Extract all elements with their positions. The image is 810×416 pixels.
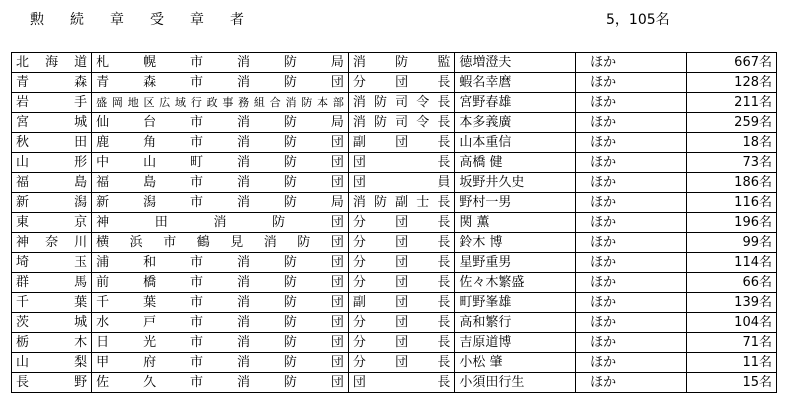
count-cell: 73名 — [686, 153, 776, 173]
name-cell: 坂野井久史 — [455, 173, 576, 193]
name-cell: 宮野春雄 — [455, 93, 576, 113]
table-row — [12, 73, 777, 93]
organization-cell: 佐久市消防団 — [92, 373, 349, 393]
table-row — [12, 193, 777, 213]
prefecture-cell: 山形 — [12, 153, 92, 173]
others-cell: ほか — [576, 133, 687, 153]
name-cell: 山本重信 — [455, 133, 576, 153]
table-row — [12, 313, 777, 333]
prefecture-cell: 東京 — [12, 213, 92, 233]
name-cell: 関 薫 — [455, 213, 576, 233]
count-cell: 66名 — [686, 273, 776, 293]
recipients-table — [11, 52, 777, 393]
count-cell: 667名 — [686, 53, 776, 73]
others-cell: ほか — [576, 353, 687, 373]
others-cell: ほか — [576, 153, 687, 173]
others-cell: ほか — [576, 53, 687, 73]
table-row — [12, 173, 777, 193]
others-cell: ほか — [576, 253, 687, 273]
name-cell: 星野重男 — [455, 253, 576, 273]
others-cell: ほか — [576, 113, 687, 133]
organization-cell: 横浜市鶴見消防団 — [92, 233, 349, 253]
count-cell: 114名 — [686, 253, 776, 273]
name-cell: 吉原道博 — [455, 333, 576, 353]
organization-cell: 新潟市消防局 — [92, 193, 349, 213]
name-cell: 佐々木繁盛 — [455, 273, 576, 293]
table-row — [12, 293, 777, 313]
table-row — [12, 353, 777, 373]
count-cell: 104名 — [686, 313, 776, 333]
prefecture-cell: 秋田 — [12, 133, 92, 153]
rank-cell: 分団長 — [348, 333, 455, 353]
name-cell: 鈴木 博 — [455, 233, 576, 253]
name-cell: 徳増澄夫 — [455, 53, 576, 73]
rank-cell: 分団長 — [348, 353, 455, 373]
count-cell: 11名 — [686, 353, 776, 373]
prefecture-cell: 茨城 — [12, 313, 92, 333]
others-cell: ほか — [576, 313, 687, 333]
prefecture-cell: 栃木 — [12, 333, 92, 353]
table-row — [12, 93, 777, 113]
count-cell: 128名 — [686, 73, 776, 93]
rank-cell: 消防副士長 — [348, 193, 455, 213]
organization-cell: 青森市消防団 — [92, 73, 349, 93]
rank-cell: 消防司令長 — [348, 113, 455, 133]
name-cell: 蝦名幸麿 — [455, 73, 576, 93]
prefecture-cell: 千葉 — [12, 293, 92, 313]
others-cell: ほか — [576, 193, 687, 213]
others-cell: ほか — [576, 93, 687, 113]
rank-cell: 消防司令長 — [348, 93, 455, 113]
rank-cell: 分団長 — [348, 253, 455, 273]
rank-cell: 副団長 — [348, 133, 455, 153]
others-cell: ほか — [576, 233, 687, 253]
name-cell: 高橋 健 — [455, 153, 576, 173]
table-row — [12, 213, 777, 233]
table-row — [12, 253, 777, 273]
count-cell: 99名 — [686, 233, 776, 253]
organization-cell: 前橋市消防団 — [92, 273, 349, 293]
name-cell: 町野峯雄 — [455, 293, 576, 313]
count-cell: 139名 — [686, 293, 776, 313]
organization-cell: 仙台市消防局 — [92, 113, 349, 133]
organization-cell: 甲府市消防団 — [92, 353, 349, 373]
name-cell: 高和繁行 — [455, 313, 576, 333]
others-cell: ほか — [576, 293, 687, 313]
count-cell: 116名 — [686, 193, 776, 213]
organization-cell: 中山町消防団 — [92, 153, 349, 173]
count-cell: 15名 — [686, 373, 776, 393]
prefecture-cell: 山梨 — [12, 353, 92, 373]
rank-cell: 分団長 — [348, 73, 455, 93]
prefecture-cell: 青森 — [12, 73, 92, 93]
rank-cell: 団員 — [348, 173, 455, 193]
count-cell: 71名 — [686, 333, 776, 353]
table-row — [12, 273, 777, 293]
others-cell: ほか — [576, 73, 687, 93]
organization-cell: 千葉市消防団 — [92, 293, 349, 313]
others-cell: ほか — [576, 333, 687, 353]
prefecture-cell: 埼玉 — [12, 253, 92, 273]
table-row — [12, 53, 777, 73]
organization-cell: 水戸市消防団 — [92, 313, 349, 333]
rank-cell: 団長 — [348, 373, 455, 393]
prefecture-cell: 神奈川 — [12, 233, 92, 253]
organization-cell: 神田消防団 — [92, 213, 349, 233]
rank-cell: 分団長 — [348, 213, 455, 233]
prefecture-cell: 新潟 — [12, 193, 92, 213]
table-row — [12, 373, 777, 393]
others-cell: ほか — [576, 373, 687, 393]
table-row — [12, 333, 777, 353]
prefecture-cell: 北海道 — [12, 53, 92, 73]
organization-cell: 札幌市消防局 — [92, 53, 349, 73]
rank-cell: 団長 — [348, 153, 455, 173]
rank-cell: 副団長 — [348, 293, 455, 313]
document-title: 勲続章受章者 — [30, 12, 270, 28]
count-cell: 186名 — [686, 173, 776, 193]
organization-cell: 福島市消防団 — [92, 173, 349, 193]
prefecture-cell: 群馬 — [12, 273, 92, 293]
organization-cell: 浦和市消防団 — [92, 253, 349, 273]
rank-cell: 分団長 — [348, 233, 455, 253]
rank-cell: 分団長 — [348, 273, 455, 293]
prefecture-cell: 福島 — [12, 173, 92, 193]
table-row — [12, 233, 777, 253]
count-cell: 196名 — [686, 213, 776, 233]
total-count: 5，105名 — [606, 12, 670, 28]
table-row — [12, 113, 777, 133]
name-cell: 野村一男 — [455, 193, 576, 213]
count-cell: 211名 — [686, 93, 776, 113]
name-cell: 本多義廣 — [455, 113, 576, 133]
rank-cell: 消防監 — [348, 53, 455, 73]
organization-cell: 盛岡地区広域行政事務組合消防本部 — [92, 93, 349, 113]
name-cell: 小須田行生 — [455, 373, 576, 393]
prefecture-cell: 宮城 — [12, 113, 92, 133]
table-row — [12, 133, 777, 153]
others-cell: ほか — [576, 273, 687, 293]
count-cell: 18名 — [686, 133, 776, 153]
table-row — [12, 153, 777, 173]
count-cell: 259名 — [686, 113, 776, 133]
others-cell: ほか — [576, 213, 687, 233]
prefecture-cell: 長野 — [12, 373, 92, 393]
organization-cell: 日光市消防団 — [92, 333, 349, 353]
organization-cell: 鹿角市消防団 — [92, 133, 349, 153]
rank-cell: 分団長 — [348, 313, 455, 333]
others-cell: ほか — [576, 173, 687, 193]
prefecture-cell: 岩手 — [12, 93, 92, 113]
name-cell: 小松 肇 — [455, 353, 576, 373]
